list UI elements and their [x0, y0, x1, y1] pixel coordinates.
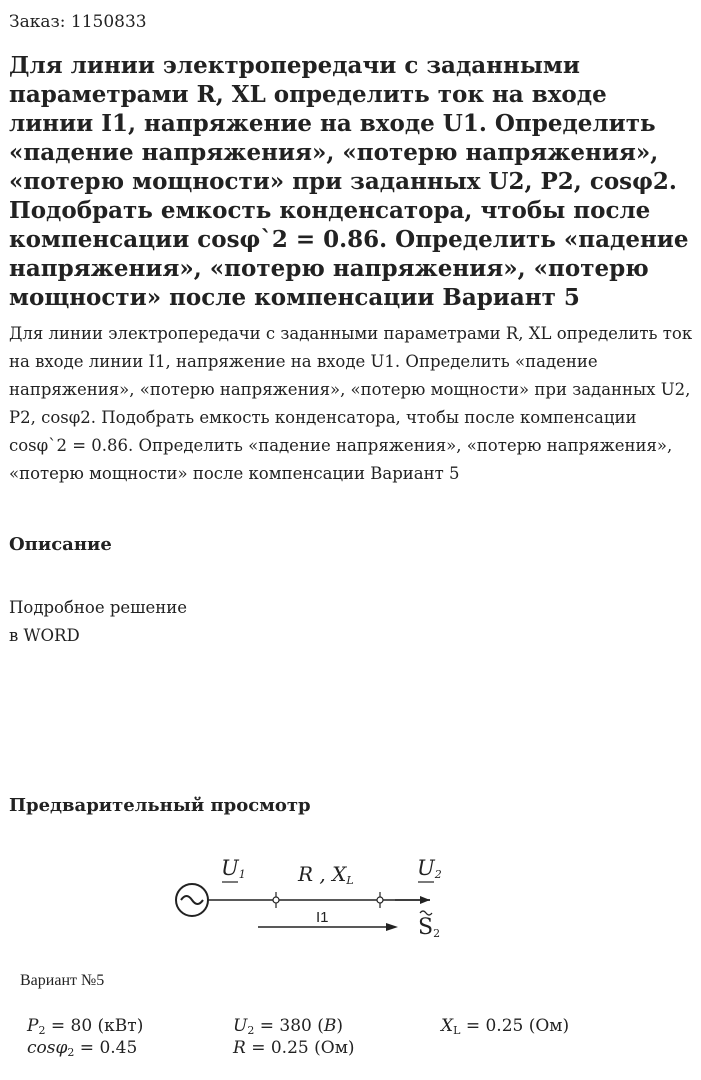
u1-label	[221, 858, 246, 885]
xl-sub: L	[453, 1024, 461, 1037]
u2-symbol: U	[417, 856, 435, 880]
description-line: Подробное решение	[9, 598, 188, 617]
node-left-dot	[273, 897, 279, 903]
power-sub: 2	[433, 927, 441, 940]
description-line: в WORD	[9, 626, 80, 645]
u2-label	[417, 858, 442, 885]
p2-value: = 80 (кВт)	[45, 1016, 144, 1036]
current-arrowhead-icon	[386, 923, 398, 931]
p2-name: P	[27, 1016, 39, 1036]
line-params: R , X	[298, 862, 347, 886]
u2-sub: 2	[434, 868, 442, 881]
xl-value: = 0.25 (Ом)	[460, 1016, 570, 1036]
u1-symbol: U	[221, 856, 239, 880]
page-title: Для линии электропередачи с заданными параметрами R, XL определить ток на входе линии I1, напряжение на входе U1. Определить «падение напряжения», «потерю напряжения», «потерю мощности» при заданных U2, P2, cosφ2. Подобрать емкость конденсатора, чтобы после компенсации cosφ`2 = 0.86. Определить «падение напряжения», «потерю напряжения», «потерю мощности» после компенсации Вариант 5	[9, 52, 689, 311]
u2-name: U	[233, 1016, 248, 1036]
description-text	[9, 594, 187, 650]
cos-value: = 0.45	[74, 1038, 138, 1058]
preview-image	[0, 840, 701, 1080]
param-r	[233, 1038, 355, 1058]
power-symbol: S	[418, 915, 434, 940]
param-cos	[27, 1038, 137, 1063]
preview-heading: Предварительный просмотр	[9, 795, 311, 816]
u2-unit: B	[323, 1016, 337, 1036]
u2-close: )	[336, 1016, 344, 1036]
p2-sub: 2	[38, 1024, 46, 1037]
cos-sub: 2	[67, 1046, 75, 1059]
u2-param-sub: 2	[247, 1024, 255, 1037]
u1-sub: 1	[238, 868, 246, 881]
u2-value: = 380 (	[254, 1016, 324, 1036]
current-label: I1	[316, 909, 329, 926]
order-number: Заказ: 1150833	[9, 12, 147, 32]
variant-label: Вариант №5	[20, 972, 105, 989]
task-summary: Для линии электропередачи с заданными параметрами R, XL определить ток на входе линии I1, напряжение на входе U1. Определить «падение напряжения», «потерю напряжения», «потерю мощности» при заданных U2, P2, cosφ2. Подобрать емкость конденсатора, чтобы после компенсации cosφ`2 = 0.86. Определить «падение напряжения», «потерю напряжения», «потерю мощности» после компенсации Вариант 5	[9, 324, 693, 483]
cos-name: cosφ	[27, 1038, 68, 1058]
line-params-label	[298, 864, 354, 891]
output-arrow-icon	[420, 896, 430, 904]
param-xl	[441, 1016, 569, 1041]
description-heading: Описание	[9, 534, 112, 555]
xl-name: X	[441, 1016, 454, 1036]
node-right-dot	[377, 897, 383, 903]
r-value: = 0.25 (Ом)	[245, 1038, 355, 1058]
power-label	[418, 915, 441, 944]
ac-wave-icon	[181, 896, 203, 904]
r-name: R	[233, 1038, 246, 1058]
line-params-sub: L	[346, 874, 354, 887]
